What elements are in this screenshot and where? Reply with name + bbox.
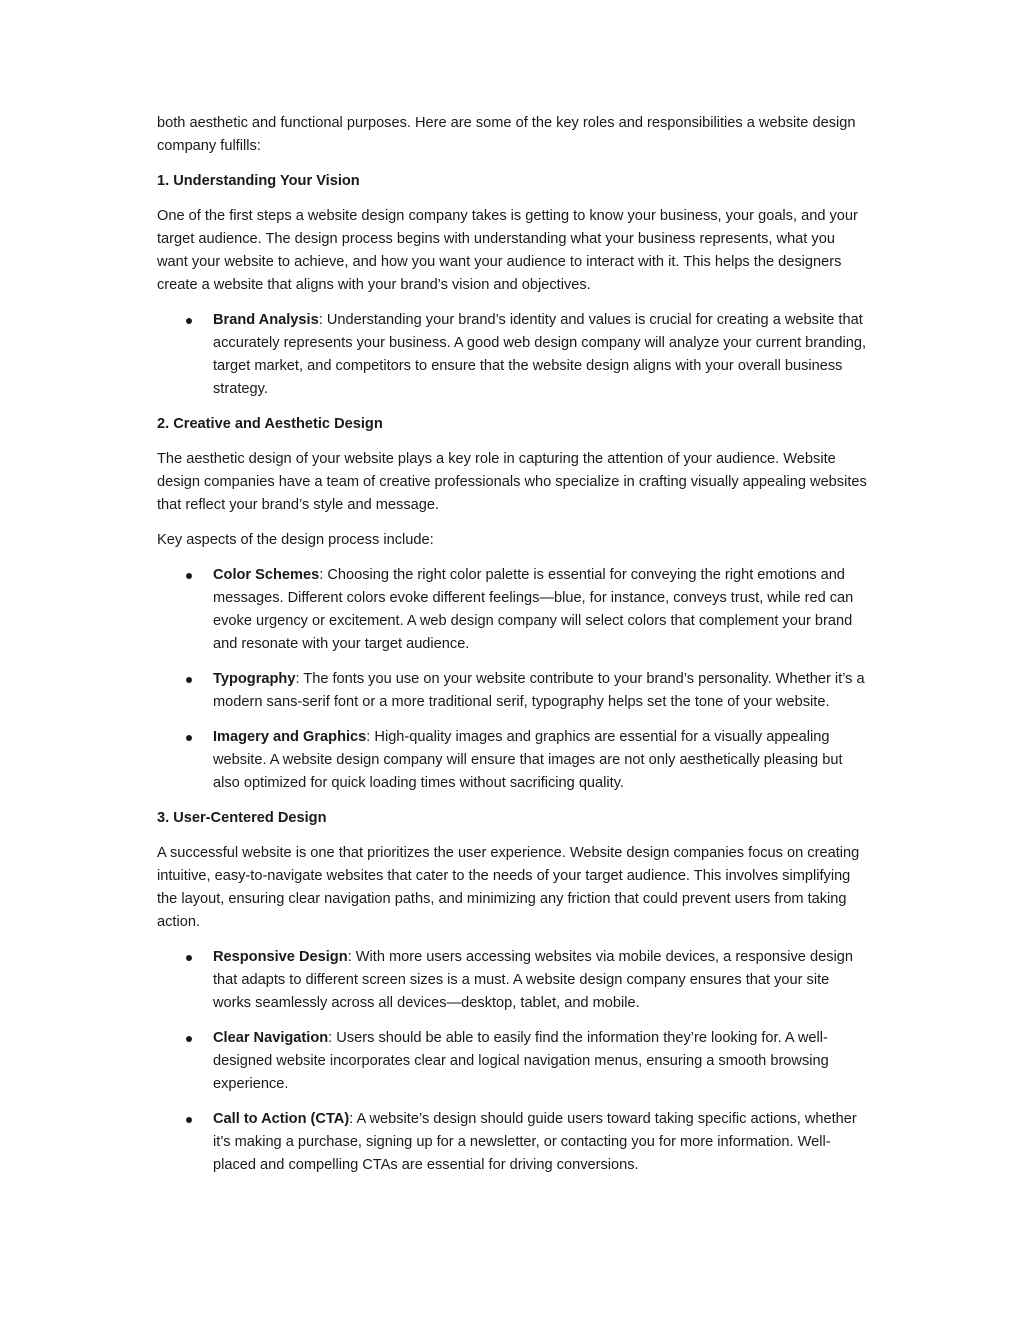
section-paragraph: One of the first steps a website design company takes is getting to know your business, your goals, and your target audience. The design process begins with understanding what your business represents, what you want your website to achieve, and how you want your audience to interact with it. This helps the designers create a website that aligns with your brand’s vision and objectives. (157, 208, 858, 293)
bullet-term: Responsive Design (213, 949, 348, 965)
bullet-term: Imagery and Graphics (213, 729, 367, 745)
bullet-term: Call to Action (CTA) (213, 1111, 350, 1127)
bullet-dot (186, 735, 192, 741)
bullet-item (157, 668, 869, 714)
bullet-dot (186, 1117, 192, 1123)
bullet-text: : The fonts you use on your website contribute to your brand’s personality. Whether it’s a modern sans-serif font or a more traditional serif, typography helps set the tone of your website. (213, 671, 865, 710)
bullet-item (157, 946, 869, 1015)
bullet-text: : High-quality images and graphics are essential for a visually appealing website. A website design company will ensure that images are not only aesthetically pleasing but also optimized for quick loading times without sacrificing quality. (213, 729, 843, 791)
bullet-item (157, 309, 869, 401)
bullet-text: : A website’s design should guide users toward taking specific actions, whether it’s making a purchase, signing up for a newsletter, or contacting you for more information. Well-placed and compelling CTAs are essential for driving conversions. (213, 1111, 857, 1173)
section-heading: 1. Understanding Your Vision (157, 173, 360, 189)
bullet-text: : Users should be able to easily find the information they’re looking for. A well-designed website incorporates clear and logical navigation menus, ensuring a smooth browsing experience. (213, 1030, 829, 1092)
bullet-item (157, 726, 869, 795)
bullet-dot (186, 573, 192, 579)
bullet-term: Color Schemes (213, 567, 320, 583)
bullet-item (157, 1027, 869, 1096)
bullet-text: : Understanding your brand’s identity and values is crucial for creating a website that accurately represents your business. A good web design company will analyze your current branding, target market, and competitors to ensure that the website design aligns with your overall business strategy. (213, 312, 867, 397)
bullet-dot (186, 955, 192, 961)
section-heading: 3. User-Centered Design (157, 810, 327, 826)
bullet-dot (186, 677, 192, 683)
bullet-term: Typography (213, 671, 296, 687)
bullet-term: Brand Analysis (213, 312, 319, 328)
section-heading: 2. Creative and Aesthetic Design (157, 416, 383, 432)
bullet-term: Clear Navigation (213, 1030, 329, 1046)
bullet-list (157, 564, 869, 795)
section-paragraph: A successful website is one that prioritizes the user experience. Website design companies focus on creating intuitive, easy-to-navigate websites that cater to the needs of your target audience. This involves simplifying the layout, ensuring clear navigation paths, and minimizing any friction that could prevent users from taking action. (157, 845, 860, 930)
bullet-item (157, 1108, 869, 1177)
bullet-dot (186, 1036, 192, 1042)
bullet-text: : Choosing the right color palette is essential for conveying the right emotions and messages. Different colors evoke different feelings—blue, for instance, conveys trust, while red can evoke urgency or excitement. A web design company will select colors that complement your brand and resonate with your target audience. (213, 567, 854, 652)
bullet-item (157, 564, 869, 656)
bullet-list (157, 309, 869, 401)
bullet-dot (186, 318, 192, 324)
intro-paragraph: both aesthetic and functional purposes. Here are some of the key roles and responsibilities a website design company fulfills: (157, 115, 856, 154)
section-paragraph: The aesthetic design of your website plays a key role in capturing the attention of your audience. Website design companies have a team of creative professionals who specialize in crafting visually appealing websites that reflect your brand’s style and message. (157, 451, 867, 513)
section-paragraph: Key aspects of the design process include: (157, 532, 434, 548)
bullet-list (157, 946, 869, 1177)
bullet-text: : With more users accessing websites via mobile devices, a responsive design that adapts to different screen sizes is a must. A website design company ensures that your site works seamlessly across all devices—desktop, tablet, and mobile. (213, 949, 853, 1011)
document-page (157, 112, 869, 1189)
